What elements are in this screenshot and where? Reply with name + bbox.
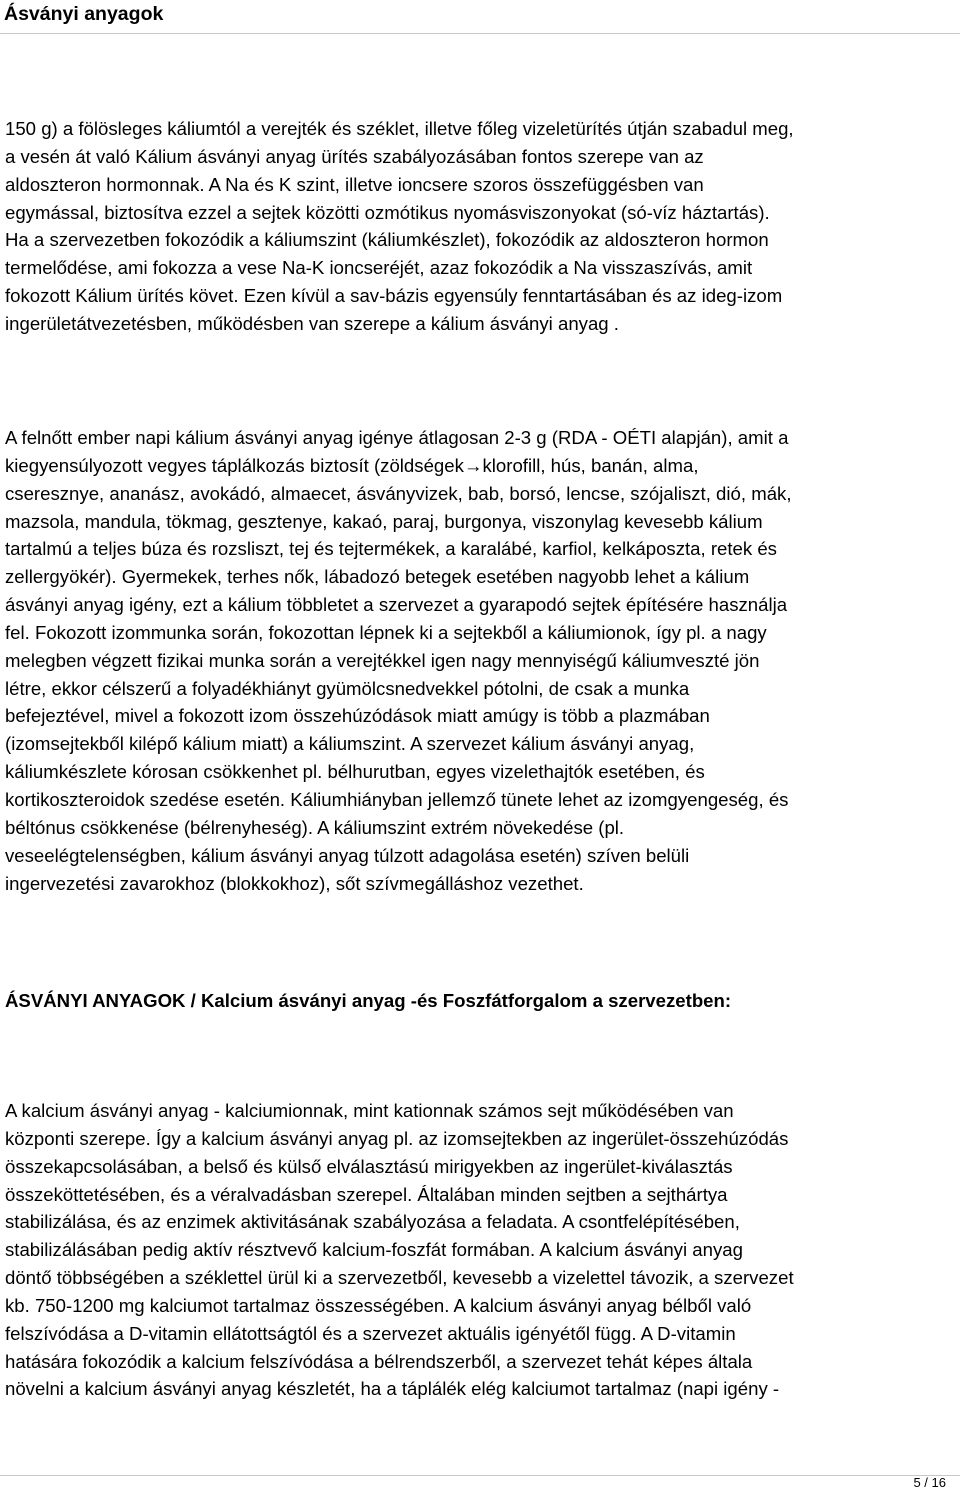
- text-line: Ha a szervezetben fokozódik a káliumszint (káliumkészlet), fokozódik az aldoszteron hormon: [5, 229, 769, 251]
- text-line: egymással, biztosítva ezzel a sejtek közötti ozmótikus nyomásviszonyokat (só-víz háztartás).: [5, 201, 770, 223]
- text-line: befejeztével, mivel a fokozott izom összehúzódások miatt amúgy is több a plazmában: [5, 705, 710, 727]
- text-line: A kalcium ásványi anyag - kalciumionnak, mint kationnak számos sejt működésében van: [5, 1100, 734, 1121]
- text-line: melegben végzett fizikai munka során a verejtékkel igen nagy mennyiségű káliumveszté jön: [5, 649, 760, 671]
- section-heading-calcium: ÁSVÁNYI ANYAGOK / Kalcium ásványi anyag -és Foszfátforgalom a szervezetben:: [5, 990, 732, 1011]
- paragraph-calcium: [5, 1097, 960, 1403]
- footer-divider: [0, 1475, 960, 1476]
- text-line: 150 g) a fölösleges káliumtól a verejték és széklet, illetve főleg vizeletürítés útján szabadul meg,: [5, 118, 794, 139]
- text-line: kb. 750-1200 mg kalciumot tartalmaz összességében. A kalcium ásványi anyag bélből való: [5, 1294, 752, 1316]
- text-line: összekapcsolásában, a belső és külső elválasztású mirigyekben az ingerület-kiválasztás: [5, 1155, 733, 1177]
- text-line: ásványi anyag igény, ezt a kálium többletet a szervezet a gyarapodó sejtek építésére használja: [5, 594, 788, 616]
- header-divider: [0, 33, 960, 34]
- text-line: káliumkészlete kórosan csökkenhet pl. bélhurutban, egyes vizelethajtók esetében, és: [5, 761, 705, 783]
- text-line: ingerületátvezetésben, működésben van szerepe a kálium ásványi anyag .: [5, 312, 619, 334]
- text-line: termelődése, ami fokozza a vese Na-K ioncseréjét, azaz fokozódik a Na visszaszívás, amit: [5, 257, 753, 279]
- text-line: létre, ekkor célszerű a folyadékhiányt gyümölcsnedvekkel pótolni, de csak a munka: [5, 677, 690, 699]
- text-line: központi szerepe. Így a kalcium ásványi anyag pl. az izomsejtekben az ingerület-összehúzódás: [5, 1127, 789, 1149]
- text-line: mazsola, mandula, tökmag, gesztenye, kakaó, paraj, burgonya, viszonylag kevesebb kálium: [5, 510, 763, 532]
- text-line: összeköttetésében, és a véralvadásban szerepel. Általában minden sejtben a sejthártya: [5, 1183, 728, 1205]
- text-line: felszívódása a D-vitamin ellátottságtól és a szervezet aktuális igényétől függ. A D-vitamin: [5, 1322, 736, 1344]
- text-line: stabilizálása, és az enzimek aktivitásának szabályozása a feladata. A csontfelépítésében,: [5, 1211, 740, 1233]
- text-line: kiegyensúlyozott vegyes táplálkozás biztosít (zöldségek→klorofill, hús, banán, alma,: [5, 454, 699, 476]
- paragraph-potassium-regulation: [5, 115, 960, 338]
- text-line: döntő többségében a széklettel ürül ki a szervezetből, kevesebb a vizelettel távozik, a szervezet: [5, 1267, 794, 1289]
- text-line: növelni a kalcium ásványi anyag készletét, ha a táplálék elég kalciumot tartalmaz (napi igény -: [5, 1378, 780, 1400]
- text-line: fokozott Kálium ürítés követ. Ezen kívül a sav-bázis egyensúly fenntartásában és az ideg-izom: [5, 285, 783, 307]
- text-line: stabilizálásában pedig aktív résztvevő kalcium-foszfát formában. A kalcium ásványi anyag: [5, 1239, 743, 1261]
- document-title: Ásványi anyagok: [4, 3, 164, 25]
- text-line: aldoszteron hormonnak. A Na és K szint, illetve ioncsere szoros összefüggésben van: [5, 173, 704, 195]
- page-number: 5 / 16: [913, 1475, 946, 1490]
- text-line: (izomsejtekből kilépő kálium miatt) a káliumszint. A szervezet kálium ásványi anyag,: [5, 733, 695, 755]
- text-line: kortikoszteroidok szedése esetén. Káliumhiányban jellemző tünete lehet az izomgyengeség, és: [5, 788, 789, 810]
- paragraph-potassium-intake: [5, 424, 960, 897]
- text-line: fel. Fokozott izommunka során, fokozottan lépnek ki a sejtekből a káliumionok, így pl. a nagy: [5, 621, 767, 643]
- text-line: béltónus csökkenése (bélrenyheség). A káliumszint extrém növekedése (pl.: [5, 816, 625, 838]
- text-line: veseelégtelenségben, kálium ásványi anyag túlzott adagolása esetén) szíven belüli: [5, 844, 690, 866]
- text-line: A felnőtt ember napi kálium ásványi anyag igénye átlagosan 2-3 g (RDA - OÉTI alapján), amit a: [5, 427, 789, 448]
- text-line: hatására fokozódik a kalcium felszívódása a bélrendszerből, a szervezet tehát képes általa: [5, 1350, 753, 1372]
- text-line: zellergyökér). Gyermekek, terhes nők, lábadozó betegek esetében nagyobb lehet a kálium: [5, 566, 750, 588]
- text-line: ingervezetési zavarokhoz (blokkokhoz), sőt szívmegálláshoz vezethet.: [5, 872, 584, 894]
- text-line: a vesén át való Kálium ásványi anyag ürítés szabályozásában fontos szerepe van az: [5, 145, 704, 167]
- text-line: cseresznye, ananász, avokádó, almaecet, ásványvizek, bab, borsó, lencse, szójaliszt, dió, mák,: [5, 482, 792, 504]
- text-line: tartalmú a teljes búza és rozsliszt, tej és tejtermékek, a karalábé, karfiol, kelkáposzta, retek és: [5, 538, 777, 560]
